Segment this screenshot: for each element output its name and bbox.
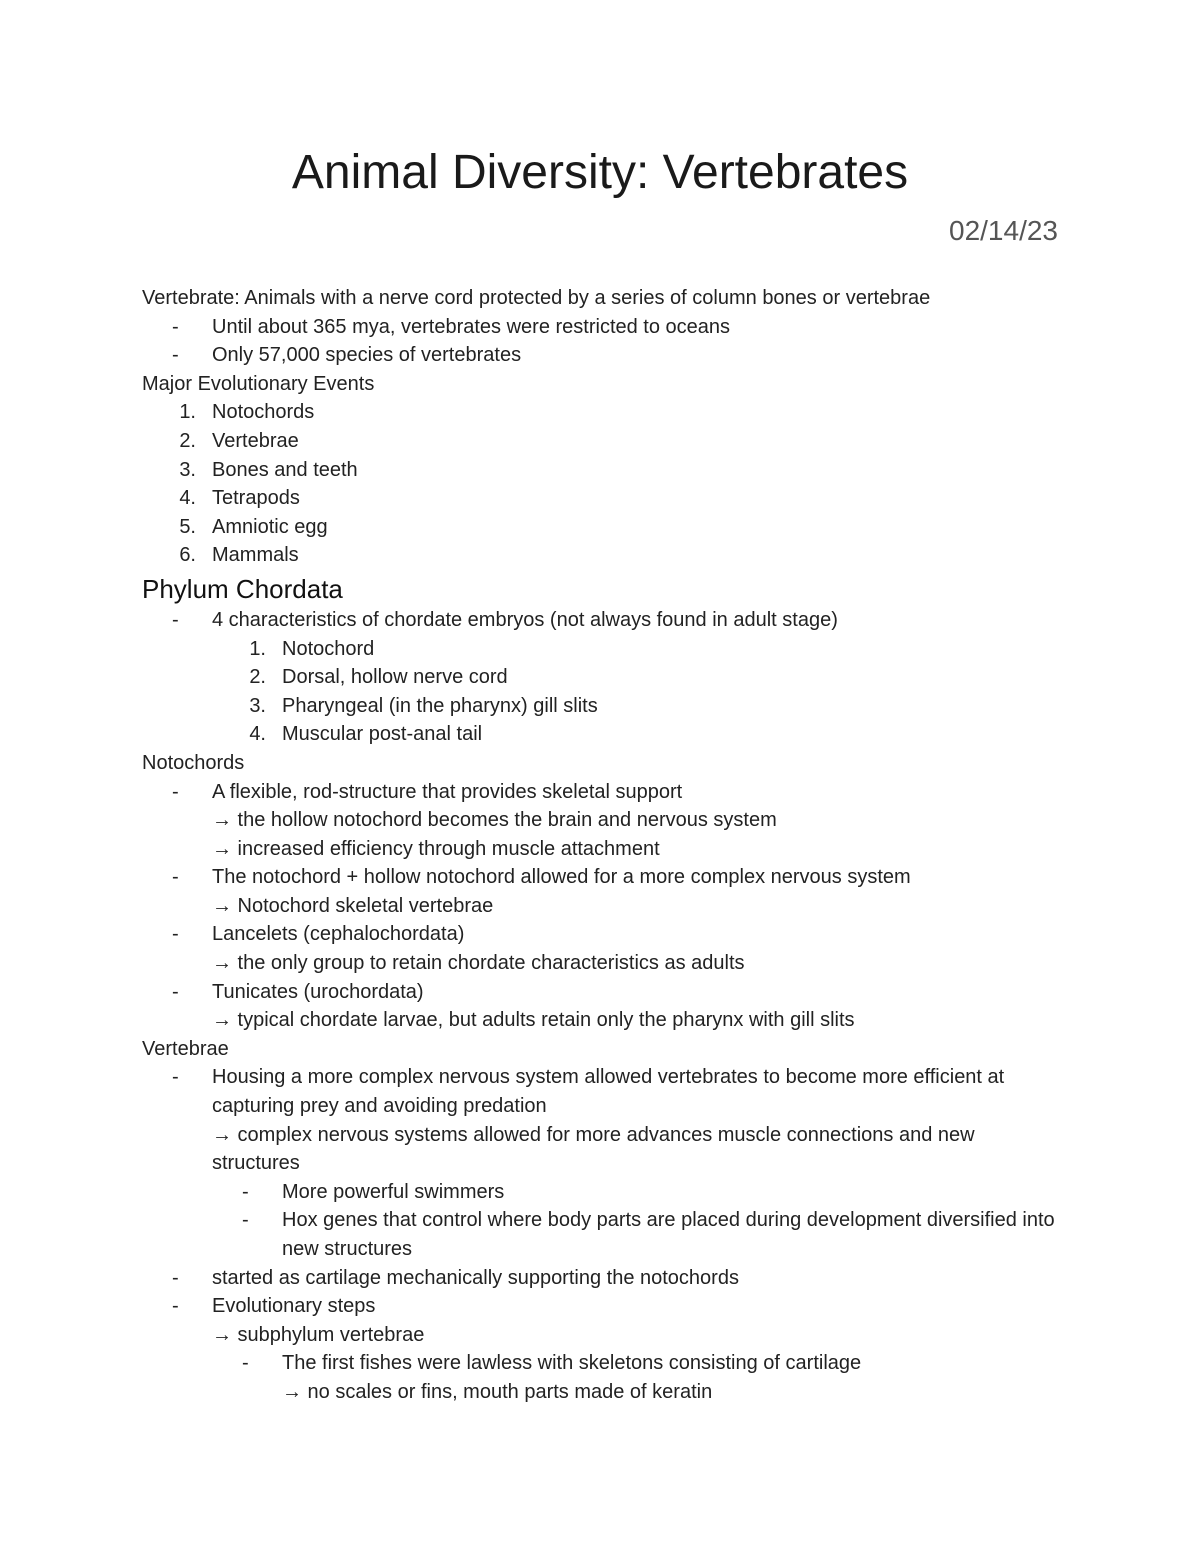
section-heading-major-events: Major Evolutionary Events — [142, 372, 375, 395]
item-number: 6. — [179, 544, 196, 567]
item-text: Pharyngeal (in the pharynx) gill slits — [282, 694, 598, 717]
numbered-item — [142, 484, 1062, 513]
list-item — [142, 863, 1062, 892]
bullet-dash: - — [172, 344, 179, 367]
numbered-item — [142, 635, 1062, 664]
list-item — [142, 778, 1062, 807]
list-item-text: Hox genes that control where body parts are placed during development diversified into new structures — [282, 1209, 1055, 1260]
arrow-note: → subphylum vertebrae — [212, 1323, 425, 1346]
list-item — [142, 1206, 1062, 1263]
arrow-note: → increased efficiency through muscle attachment — [212, 837, 660, 860]
item-text: Dorsal, hollow nerve cord — [282, 666, 508, 689]
list-item — [142, 341, 1062, 370]
arrow-note: → the hollow notochord becomes the brain and nervous system — [212, 809, 777, 832]
list-item-text: started as cartilage mechanically supporting the notochords — [212, 1266, 739, 1289]
section-heading-phylum-chordata: Phylum Chordata — [142, 573, 343, 604]
list-item — [142, 1349, 1062, 1378]
item-text: Muscular post-anal tail — [282, 723, 483, 746]
item-number: 1. — [179, 401, 196, 424]
numbered-item — [142, 398, 1062, 427]
arrow-note: → no scales or fins, mouth parts made of keratin — [282, 1380, 713, 1403]
item-text: Notochords — [212, 401, 315, 424]
arrow-note: → Notochord skeletal vertebrae — [212, 894, 494, 917]
list-item — [142, 978, 1062, 1007]
bullet-dash: - — [172, 608, 179, 631]
bullet-dash: - — [172, 980, 179, 1003]
item-text: Amniotic egg — [212, 515, 328, 538]
list-item — [142, 1264, 1062, 1293]
bullet-dash: - — [172, 923, 179, 946]
numbered-item — [142, 456, 1062, 485]
numbered-item — [142, 427, 1062, 456]
numbered-item — [142, 663, 1062, 692]
page-title: Animal Diversity: Vertebrates — [291, 146, 909, 199]
item-text: Bones and teeth — [212, 458, 358, 481]
list-item-text: More powerful swimmers — [282, 1180, 505, 1203]
list-item — [142, 606, 1062, 635]
list-item-text: Lancelets (cephalochordata) — [212, 923, 465, 946]
section-heading-vertebrae: Vertebrae — [142, 1037, 229, 1060]
numbered-item — [142, 720, 1062, 749]
bullet-dash: - — [242, 1180, 249, 1203]
bullet-dash: - — [172, 866, 179, 889]
list-item-text: Only 57,000 species of vertebrates — [212, 344, 522, 367]
list-item-text: Until about 365 mya, vertebrates were restricted to oceans — [212, 315, 731, 338]
item-text: Tetrapods — [212, 487, 300, 510]
item-text: Notochord — [282, 637, 375, 660]
list-item-text: The first fishes were lawless with skeletons consisting of cartilage — [282, 1352, 862, 1375]
numbered-item — [142, 692, 1062, 721]
item-number: 3. — [179, 458, 196, 481]
list-item — [142, 313, 1062, 342]
bullet-dash: - — [242, 1352, 249, 1375]
item-number: 4. — [179, 487, 196, 510]
item-number: 4. — [249, 723, 266, 746]
list-item — [142, 1063, 1062, 1120]
numbered-item — [142, 513, 1062, 542]
list-item-text: The notochord + hollow notochord allowed for a more complex nervous system — [212, 866, 911, 889]
bullet-dash: - — [172, 1295, 179, 1318]
bullet-dash: - — [172, 780, 179, 803]
bullet-dash: - — [172, 1066, 179, 1089]
item-text: Vertebrae — [212, 429, 299, 452]
definition-line: Vertebrate: Animals with a nerve cord protected by a series of column bones or vertebrae — [142, 287, 931, 309]
arrow-note: → the only group to retain chordate characteristics as adults — [212, 952, 745, 975]
list-item — [142, 920, 1062, 949]
item-number: 5. — [179, 515, 196, 538]
list-item-text: Housing a more complex nervous system allowed vertebrates to become more efficient at capturing prey and avoiding predation — [212, 1066, 1005, 1118]
item-number: 2. — [179, 429, 196, 452]
numbered-item — [142, 541, 1062, 570]
note-body — [142, 284, 1062, 1407]
note-date: 02/14/23 — [949, 215, 1058, 246]
bullet-dash: - — [172, 315, 179, 338]
item-number: 1. — [249, 637, 266, 660]
list-item — [142, 1292, 1062, 1321]
item-number: 2. — [249, 666, 266, 689]
list-item — [142, 1178, 1062, 1207]
section-heading-notochords: Notochords — [142, 751, 245, 774]
arrow-note: → complex nervous systems allowed for more advances muscle connections and new structures — [212, 1123, 975, 1175]
arrow-note: → typical chordate larvae, but adults retain only the pharynx with gill slits — [212, 1009, 855, 1032]
list-item-text: Evolutionary steps — [212, 1295, 376, 1318]
item-number: 3. — [249, 694, 266, 717]
item-text: Mammals — [212, 544, 299, 567]
list-item-text: 4 characteristics of chordate embryos (not always found in adult stage) — [212, 608, 838, 631]
list-item-text: Tunicates (urochordata) — [212, 980, 424, 1003]
bullet-dash: - — [172, 1266, 179, 1289]
bullet-dash: - — [242, 1209, 249, 1232]
list-item-text: A flexible, rod-structure that provides skeletal support — [212, 780, 683, 803]
